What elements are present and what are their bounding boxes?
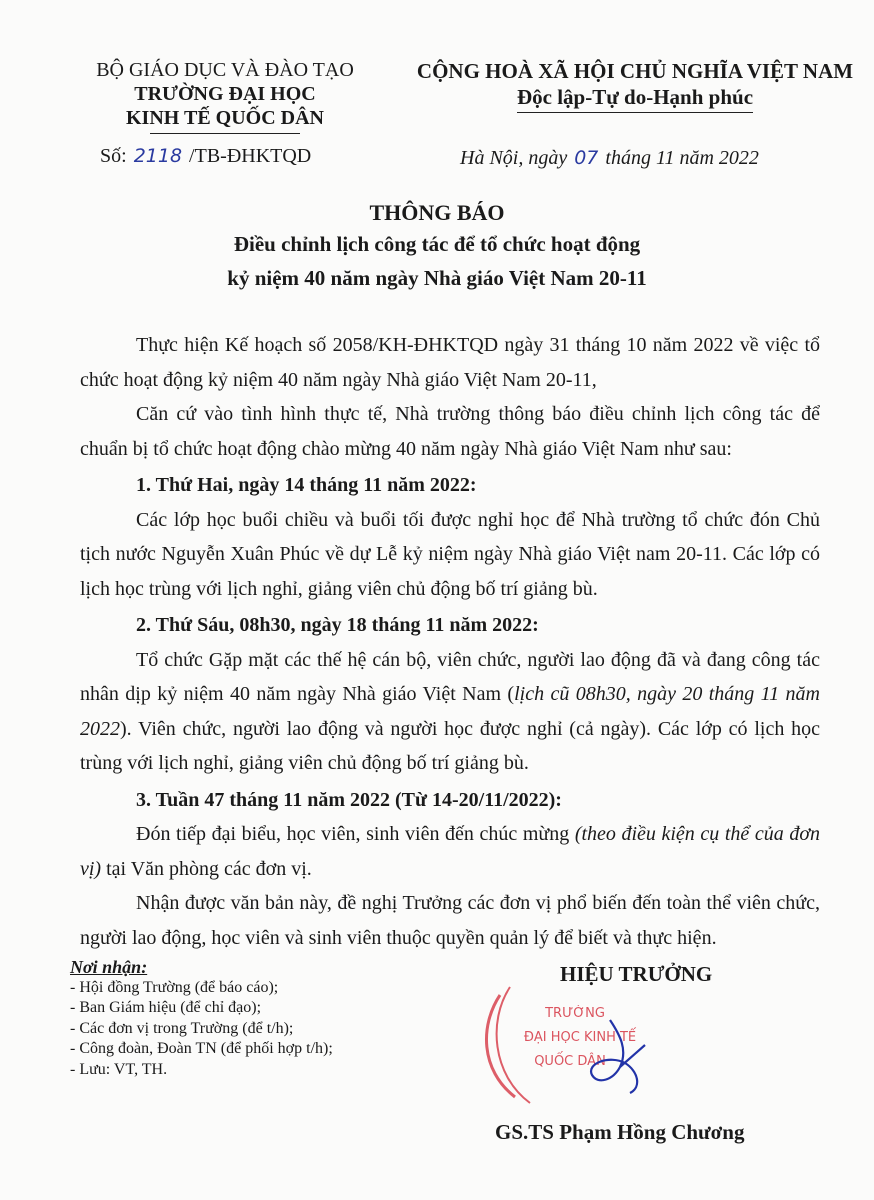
date-prefix: Hà Nội, ngày [460, 147, 568, 169]
official-stamp [470, 975, 680, 1120]
stamp-text-line1: TRƯỜNG [545, 1006, 605, 1021]
document-subtitle-line1: Điều chỉnh lịch công tác để tổ chức hoạt động [233, 232, 641, 256]
issue-date [460, 147, 759, 170]
university-name-line2: KINH TẾ QUỐC DÂN [126, 107, 324, 129]
doc-no-prefix: Số: [100, 145, 127, 167]
paragraph-closing: Nhận được văn bản này, đề nghị Trưởng các đơn vị phổ biến đến toàn thể viên chức, người lao động, học viên và sinh viên thuộc quyền quản lý để biết và thực hiện. [80, 892, 820, 949]
recipient-item: - Hội đồng Trường (để báo cáo); [70, 978, 279, 996]
recipient-item: - Lưu: VT, TH. [70, 1060, 168, 1078]
section-2-old-schedule: lịch cũ 08h30, ngày 20 tháng 11 năm 2022 [80, 683, 820, 740]
header-divider [150, 133, 300, 134]
ministry-name: BỘ GIÁO DỤC VÀ ĐÀO TẠO [96, 59, 354, 81]
signer-name: GS.TS Phạm Hồng Chương [495, 1120, 745, 1144]
paragraph-section-1: Các lớp học buổi chiều và buổi tối được nghỉ học để Nhà trường tổ chức đón Chủ tịch nước Nguyễn Xuân Phúc về dự Lễ kỷ niệm ngày Nhà giáo Việt nam 20-11. Các lớp có lịch học trùng với lịch nghỉ, giảng viên chủ động bố trí giảng bù. [80, 508, 820, 600]
recipients-block [70, 957, 333, 1080]
document-title: THÔNG BÁO [369, 200, 505, 225]
doc-no-suffix: /TB-ĐHKTQD [189, 145, 312, 167]
section-2-text-a: Tổ chức Gặp mặt các thế hệ cán bộ, viên chức, người lao động đã và đang công tác nhân dịp kỷ niệm 40 năm ngày Nhà giáo Việt Nam ( [80, 648, 820, 705]
stamp-text-line2: ĐẠI HỌC KINH TẾ [523, 1030, 637, 1045]
recipient-item: - Ban Giám hiệu (để chỉ đạo); [70, 999, 262, 1016]
section-heading-2: 2. Thứ Sáu, 08h30, ngày 18 tháng 11 năm 2022: [136, 614, 539, 636]
section-3-text-b: tại Văn phòng các đơn vị. [101, 857, 312, 880]
recipient-item: - Các đơn vị trong Trường (để t/h); [70, 1019, 294, 1037]
section-2-text-b: ). Viên chức, người lao động và người học được nghỉ (cả ngày). Các lớp có lịch học trùng với lịch nghỉ, giảng viên chủ động bố trí giảng bù. [80, 717, 820, 774]
stamp-seal-graphic [470, 975, 680, 1115]
doc-no-handwritten: 2118 [133, 145, 183, 167]
document-number [100, 145, 311, 168]
recipients-label: Nơi nhận: [70, 957, 148, 977]
section-3-condition: (theo điều kiện cụ thể của đơn vị) [80, 823, 820, 880]
section-heading-1: 1. Thứ Hai, ngày 14 tháng 11 năm 2022: [136, 474, 477, 496]
document-body [80, 328, 820, 955]
document-subtitle-line2: kỷ niệm 40 năm ngày Nhà giáo Việt Nam 20-11 [227, 266, 647, 290]
university-name-line1: TRƯỜNG ĐẠI HỌC [134, 83, 316, 105]
date-suffix: tháng 11 năm 2022 [605, 147, 759, 169]
section-3-text-a: Đón tiếp đại biểu, học viên, sinh viên đến chúc mừng [136, 823, 575, 845]
date-day-handwritten: 07 [574, 147, 599, 169]
section-heading-3: 3. Tuần 47 tháng 11 năm 2022 (Từ 14-20/11/2022): [136, 788, 562, 811]
country-name: CỘNG HOÀ XÃ HỘI CHỦ NGHĨA VIỆT NAM [416, 59, 854, 83]
stamp-text-line3: QUỐC DÂN [534, 1054, 606, 1069]
paragraph-plan-reference: Thực hiện Kế hoạch số 2058/KH-ĐHKTQD ngày 31 tháng 10 năm 2022 về việc tổ chức hoạt động kỷ niệm 40 năm ngày Nhà giáo Việt Nam 20-11, [80, 334, 820, 391]
motto: Độc lập-Tự do-Hạnh phúc [517, 84, 753, 113]
paragraph-section-3 [80, 817, 820, 886]
signer-title: HIỆU TRƯỞNG [560, 962, 713, 986]
paragraph-section-2 [80, 643, 820, 781]
issuer-block [60, 58, 390, 134]
recipient-item: - Công đoàn, Đoàn TN (để phối hợp t/h); [70, 1040, 333, 1057]
paragraph-basis: Căn cứ vào tình hình thực tế, Nhà trường thông báo điều chỉnh lịch công tác để chuẩn bị tổ chức hoạt động chào mừng 40 năm ngày Nhà giáo Việt Nam như sau: [80, 403, 820, 460]
national-header [410, 58, 860, 113]
